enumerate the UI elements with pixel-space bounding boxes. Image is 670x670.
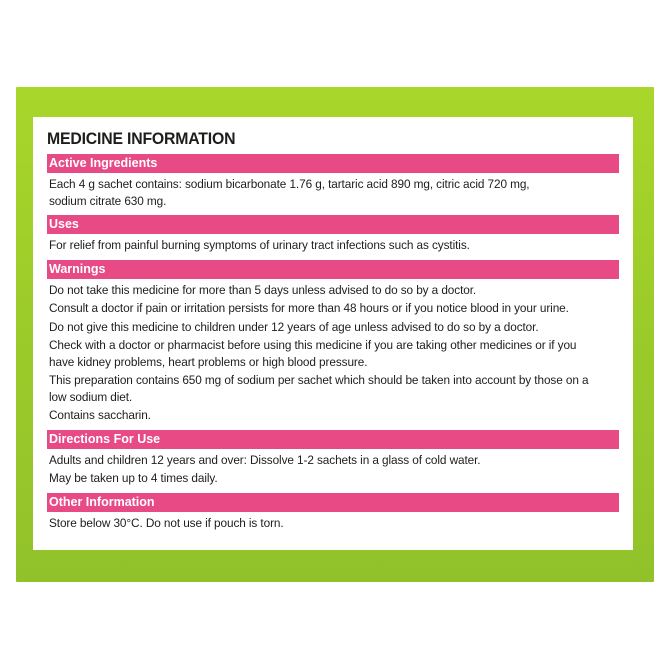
paragraph <box>49 470 617 487</box>
text-line: Consult a doctor if pain or irritation persists for more than 48 hours or if you notice blood in your urine. <box>49 301 569 315</box>
paragraph <box>49 319 617 336</box>
paragraph <box>49 282 617 299</box>
paragraph <box>49 176 617 209</box>
text-line: Adults and children 12 years and over: Dissolve 1-2 sachets in a glass of cold water. <box>49 452 481 467</box>
text-line: This preparation contains 650 mg of sodium per sachet which should be taken into account by those on a <box>49 373 589 387</box>
paragraph <box>49 372 617 405</box>
section-header-uses: Uses <box>47 215 619 234</box>
text-line: Contains saccharin. <box>49 408 151 422</box>
section-body-active-ingredients <box>47 173 619 215</box>
section-body-directions-for-use <box>47 449 619 493</box>
text-line: have kidney problems, heart problems or high blood pressure. <box>49 354 368 369</box>
text-line: Store below 30°C. Do not use if pouch is torn. <box>49 515 284 530</box>
text-line: sodium citrate 630 mg. <box>49 193 167 208</box>
section-header-warnings: Warnings <box>47 260 619 279</box>
sections-container <box>47 154 619 537</box>
text-line: For relief from painful burning symptoms of urinary tract infections such as cystitis. <box>49 238 470 252</box>
paragraph <box>49 300 617 317</box>
text-line: low sodium diet. <box>49 389 133 404</box>
paragraph <box>49 337 617 370</box>
section-header-directions-for-use: Directions For Use <box>47 430 619 449</box>
section-header-active-ingredients: Active Ingredients <box>47 154 619 173</box>
text-line: Do not take this medicine for more than 5 days unless advised to do so by a doctor. <box>49 282 477 297</box>
paragraph <box>49 515 617 532</box>
section-body-other-information <box>47 512 619 538</box>
medicine-information-panel <box>33 117 633 550</box>
section-body-uses <box>47 234 619 260</box>
text-line: Each 4 g sachet contains: sodium bicarbonate 1.76 g, tartaric acid 890 mg, citric acid 720 mg, <box>49 177 530 191</box>
paragraph <box>49 237 617 254</box>
paragraph <box>49 407 617 424</box>
text-line: May be taken up to 4 times daily. <box>49 471 218 485</box>
paragraph <box>49 452 617 469</box>
text-line: Check with a doctor or pharmacist before using this medicine if you are taking other medicines or if you <box>49 338 577 352</box>
section-body-warnings <box>47 279 619 430</box>
product-pack-background <box>16 87 654 582</box>
text-line: Do not give this medicine to children under 12 years of age unless advised to do so by a doctor. <box>49 319 539 334</box>
panel-title: MEDICINE INFORMATION <box>47 129 236 148</box>
section-header-other-information: Other Information <box>47 493 619 512</box>
